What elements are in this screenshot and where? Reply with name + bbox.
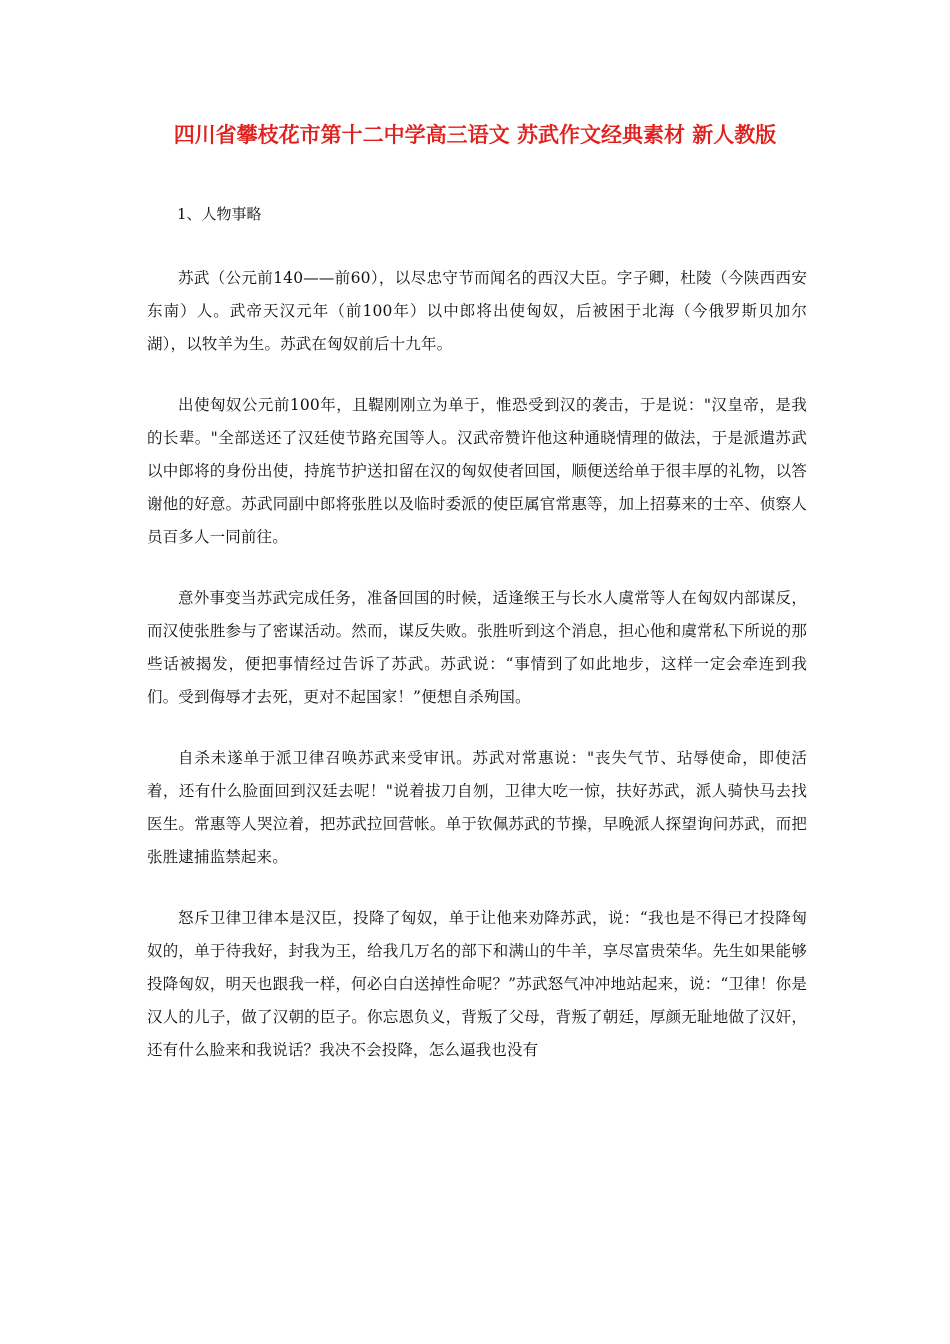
paragraph-suicide-attempt: 自杀未遂单于派卫律召唤苏武来受审讯。苏武对常惠说："丧失气节、玷辱使命，即使活着，还有什么脸面回到汉廷去呢！"说着拔刀自刎，卫律大吃一惊，扶好苏武，派人骑快马去找医生。常惠等人哭泣着，把苏武拉回营帐。单于钦佩苏武的节操，早晚派人探望询问苏武，而把张胜逮捕监禁起来。 — [147, 749, 807, 866]
section-heading: 1、人物事略 — [177, 205, 262, 223]
document-body — [147, 262, 807, 1095]
paragraph-intro: 苏武（公元前140——前60），以尽忠守节而闻名的西汉大臣。字子卿，杜陵（今陕西西安东南）人。武帝天汉元年（前100年）以中郎将出使匈奴，后被困于北海（今俄罗斯贝加尔湖），以牧羊为生。苏武在匈奴前后十九年。 — [147, 269, 807, 353]
paragraph-rebuke: 怒斥卫律卫律本是汉臣，投降了匈奴，单于让他来劝降苏武，说：“我也是不得已才投降匈奴的，单于待我好，封我为王，给我几万名的部下和满山的牛羊，享尽富贵荣华。先生如果能够投降匈奴，明天也跟我一样，何必白白送掉性命呢？”苏武怒气冲冲地站起来，说：“卫律！你是汉人的儿子，做了汉朝的臣子。你忘恩负义，背叛了父母，背叛了朝廷，厚颜无耻地做了汉奸，还有什么脸来和我说话？我决不会投降，怎么逼我也没有 — [147, 909, 807, 1059]
paragraph-mission: 出使匈奴公元前100年，且鞮刚刚立为单于，惟恐受到汉的袭击，于是说："汉皇帝，是我的长辈。"全部送还了汉廷使节路充国等人。汉武帝赞许他这种通晓情理的做法，于是派遣苏武以中郎将的身份出使，持旄节护送扣留在汉的匈奴使者回国，顺便送给单于很丰厚的礼物，以答谢他的好意。苏武同副中郎将张胜以及临时委派的使臣属官常惠等，加上招募来的士卒、侦察人员百多人一同前往。 — [147, 396, 807, 546]
document-title: 四川省攀枝花市第十二中学高三语文 苏武作文经典素材 新人教版 — [173, 123, 777, 147]
paragraph-incident: 意外事变当苏武完成任务，准备回国的时候，适逢缑王与长水人虞常等人在匈奴内部谋反，而汉使张胜参与了密谋活动。然而，谋反失败。张胜听到这个消息，担心他和虞常私下所说的那些话被揭发，便把事情经过告诉了苏武。苏武说：“事情到了如此地步，这样一定会牵连到我们。受到侮辱才去死，更对不起国家！”便想自杀殉国。 — [147, 589, 807, 706]
